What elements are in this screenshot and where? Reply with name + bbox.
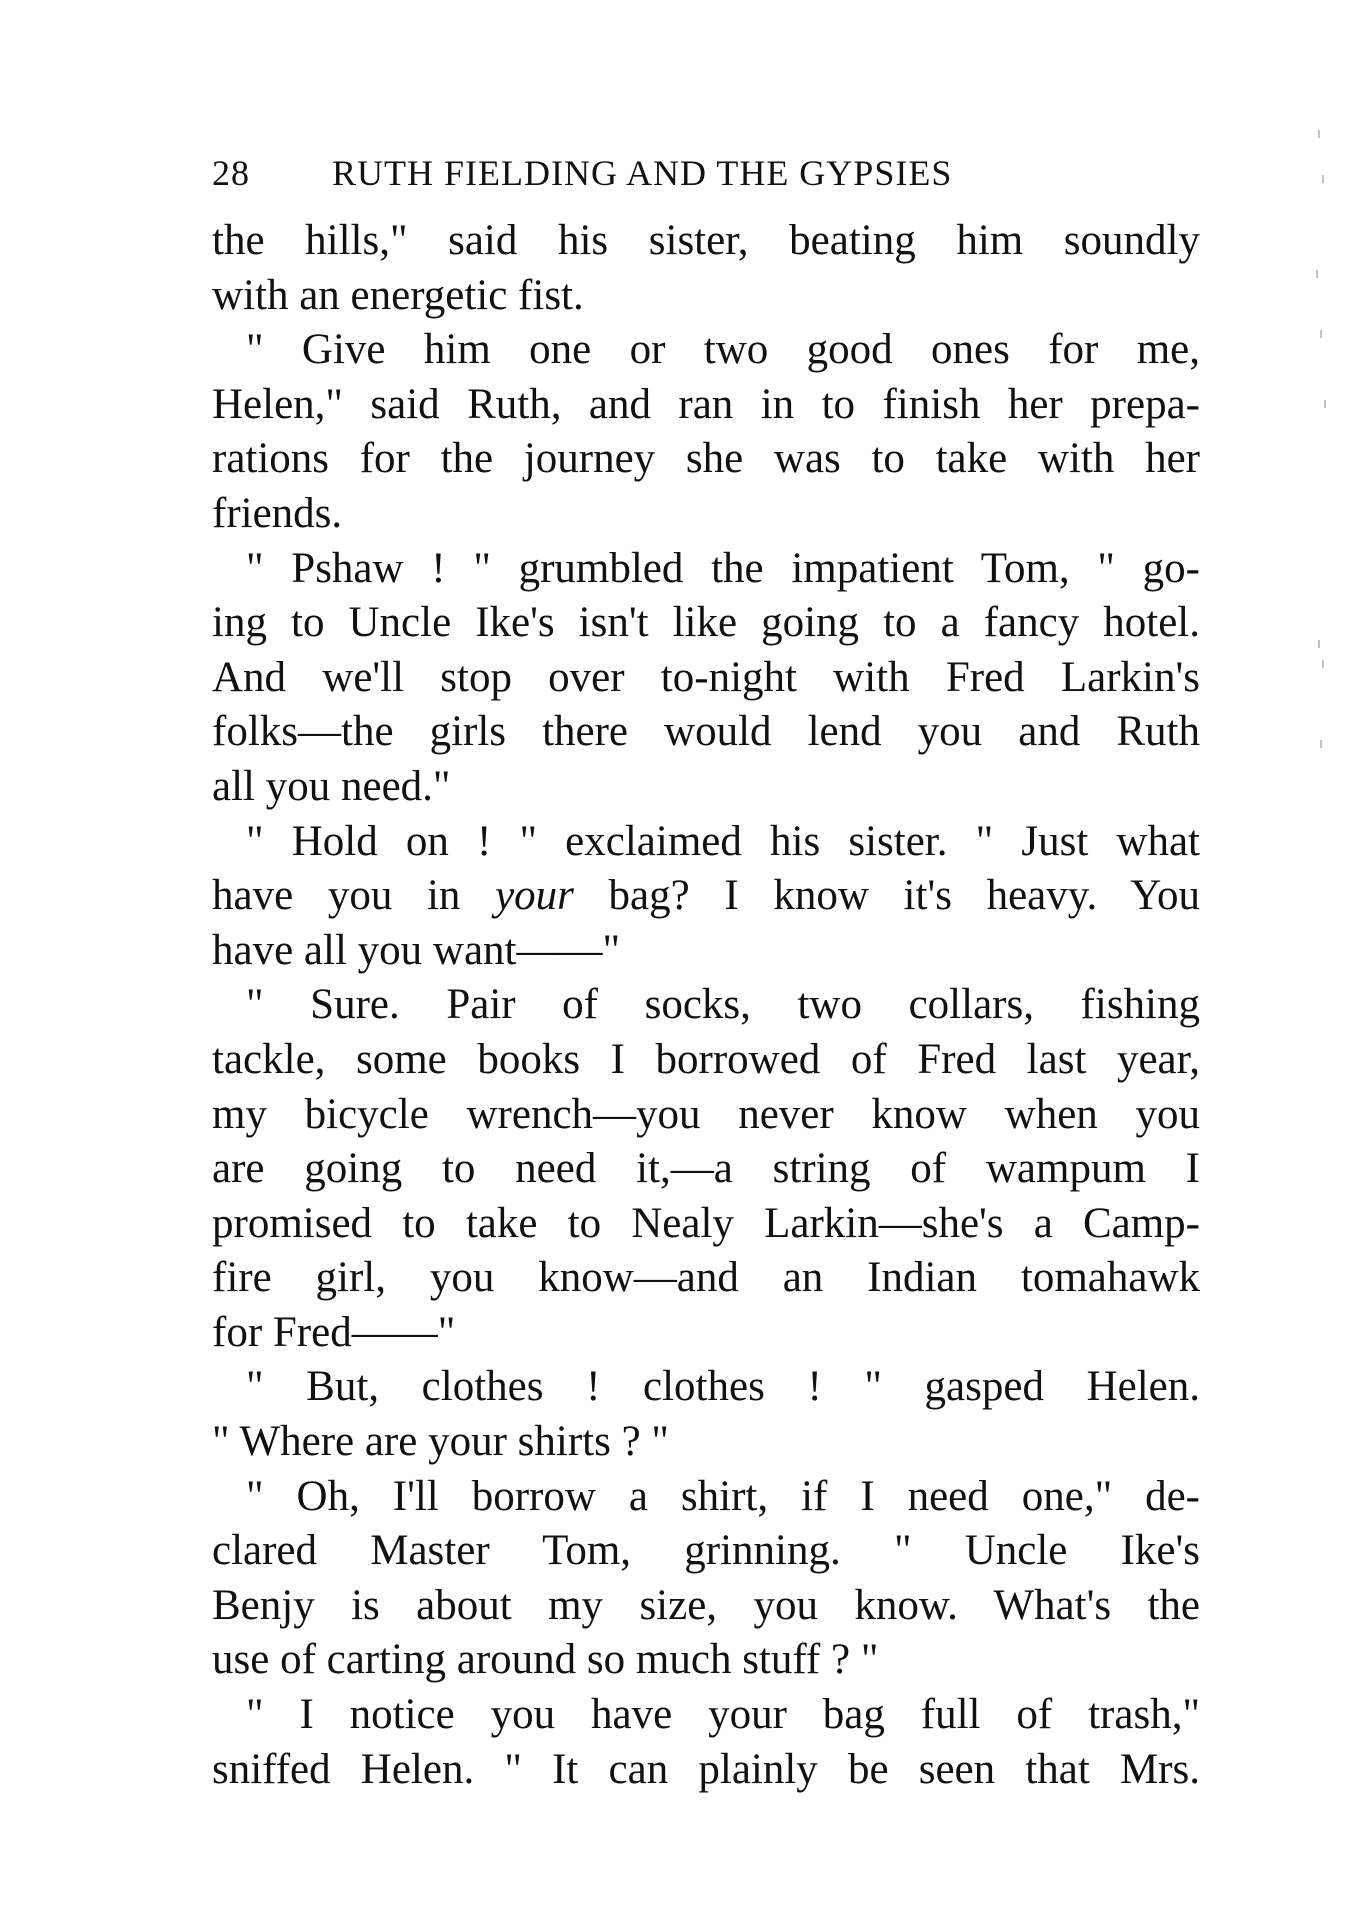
text-line: friends. (212, 489, 343, 537)
book-page (212, 140, 1200, 1797)
scan-speck (1316, 270, 1318, 278)
text-line: have all you want——" (212, 926, 621, 974)
text-line: " Oh, I'll borrow a shirt, if I need one," de- (246, 1472, 1200, 1520)
text-line: " Pshaw ! " grumbled the impatient Tom, " go- (246, 544, 1200, 592)
text-line: are going to need it,—a string of wampum I (212, 1145, 1200, 1193)
text-line: " But, clothes ! clothes ! " gasped Helen. (246, 1363, 1200, 1411)
text-line (212, 869, 1200, 924)
text-line: " Sure. Pair of socks, two collars, fishing (246, 981, 1200, 1029)
text-line: all you need." (212, 762, 451, 810)
scan-speck (1322, 175, 1324, 183)
scan-speck (1322, 660, 1324, 668)
page-header (212, 140, 1200, 200)
text-line: folks—the girls there would lend you and Ruth (212, 708, 1200, 756)
text-line: " Give him one or two good ones for me, (246, 326, 1200, 374)
body-text (212, 214, 1200, 1797)
text-line: fire girl, you know—and an Indian tomahawk (212, 1254, 1200, 1302)
italic-word: your (495, 872, 574, 920)
scan-speck (1318, 640, 1320, 648)
line-text-after-italic: bag? I know it's heavy. You (573, 872, 1201, 920)
running-title: RUTH FIELDING AND THE GYPSIES (332, 153, 953, 193)
text-line: promised to take to Nealy Larkin—she's a Camp- (212, 1199, 1200, 1247)
text-line: for Fred——" (212, 1308, 456, 1356)
text-line: Helen," said Ruth, and ran in to finish her prepa- (212, 380, 1200, 428)
text-line: clared Master Tom, grinning. " Uncle Ike's (212, 1527, 1200, 1575)
line-text-before-italic: have you in (212, 872, 496, 920)
scan-speck (1320, 330, 1322, 338)
text-line: rations for the journey she was to take with her (212, 435, 1200, 483)
text-line: the hills," said his sister, beating him soundly (212, 217, 1200, 264)
scan-speck (1324, 400, 1326, 408)
scan-speck (1320, 740, 1322, 748)
text-line: And we'll stop over to-night with Fred Larkin's (212, 653, 1200, 701)
text-line: with an energetic fist. (212, 271, 584, 319)
text-line: Benjy is about my size, you know. What's the (212, 1581, 1200, 1629)
scan-speck (1318, 130, 1320, 138)
text-line: ing to Uncle Ike's isn't like going to a fancy hotel. (212, 599, 1200, 647)
text-line: sniffed Helen. " It can plainly be seen that Mrs. (212, 1745, 1200, 1793)
text-line: " Where are your shirts ? " (212, 1418, 669, 1466)
text-line: " I notice you have your bag full of trash," (246, 1691, 1200, 1739)
text-line: tackle, some books I borrowed of Fred last year, (212, 1035, 1200, 1083)
text-line: use of carting around so much stuff ? " (212, 1636, 879, 1684)
page-number: 28 (212, 153, 250, 193)
text-line: my bicycle wrench—you never know when you (212, 1090, 1200, 1138)
text-line: " Hold on ! " exclaimed his sister. " Just what (246, 817, 1200, 865)
